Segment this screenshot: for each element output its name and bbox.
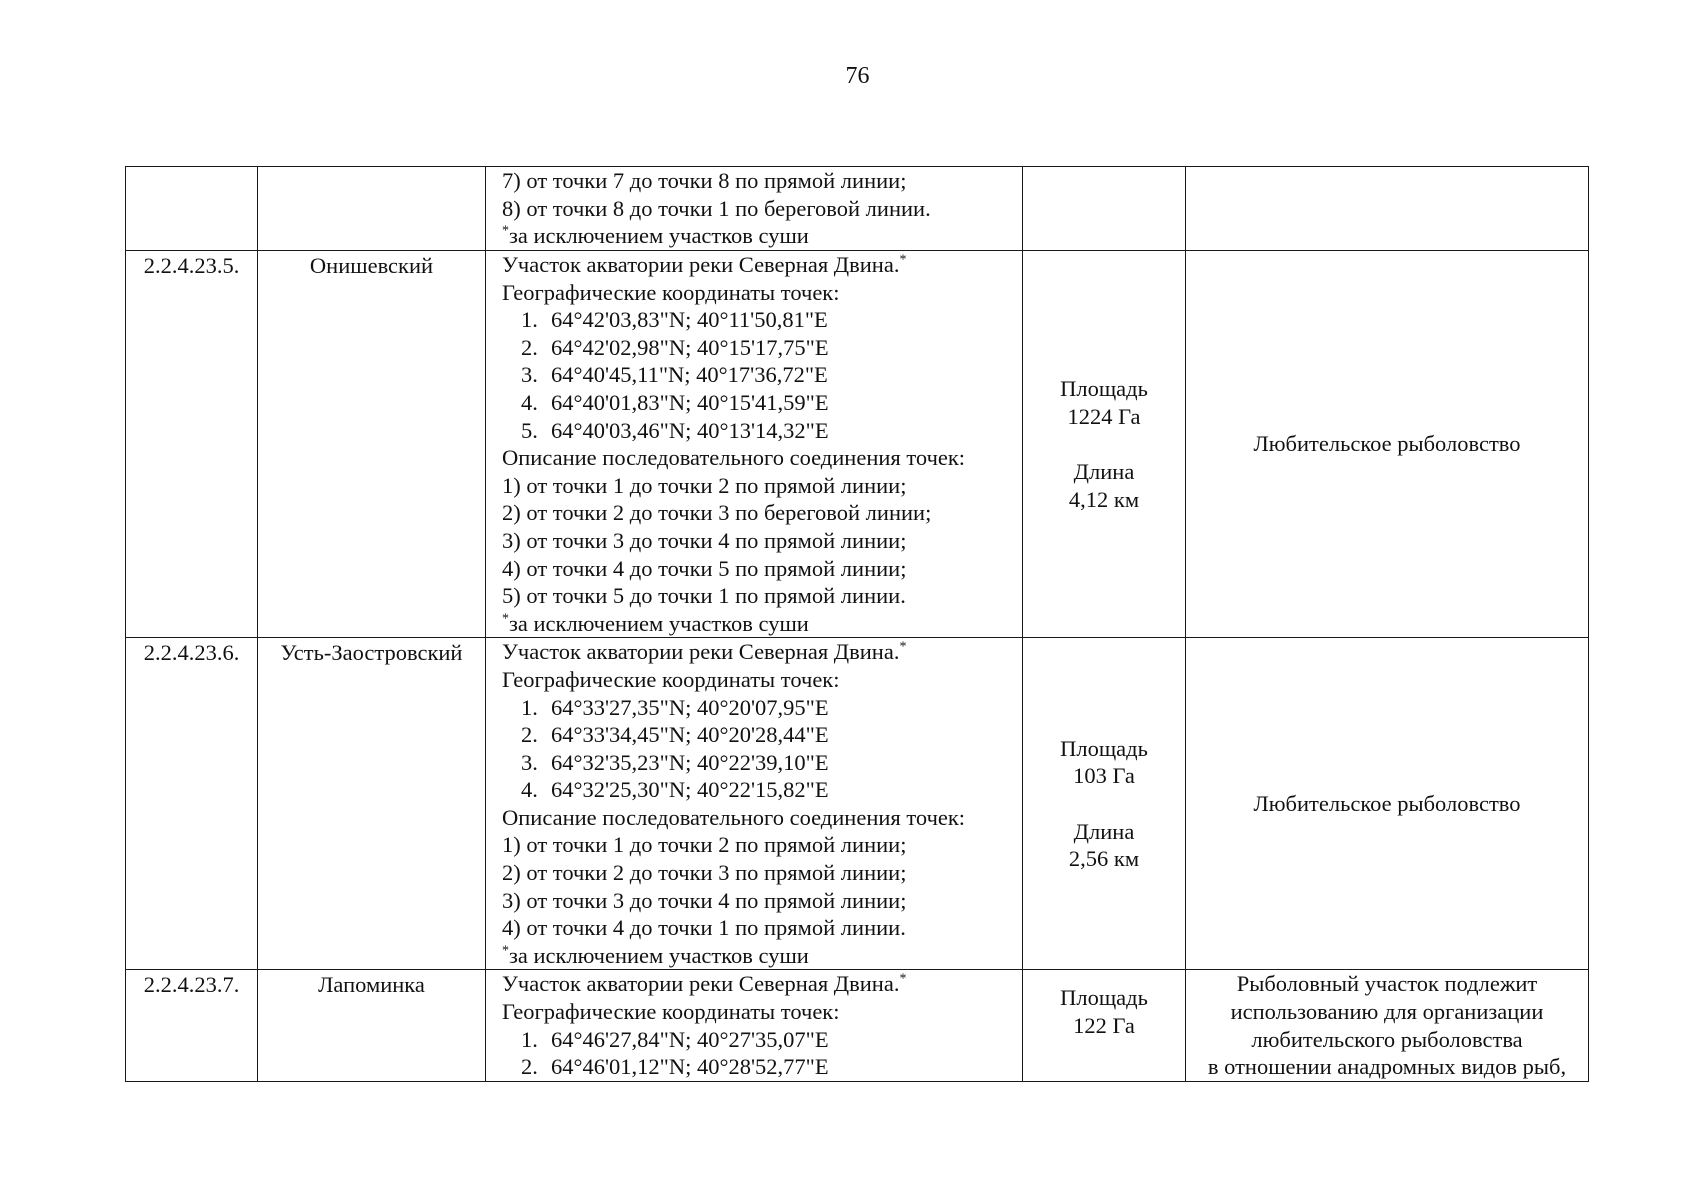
page-number: 76 xyxy=(845,63,870,89)
footnote-text: за исключением участков суши xyxy=(509,223,809,249)
coordinate-item: 5. 64°40'03,46"N; 40°13'14,32"E xyxy=(521,417,829,443)
footnote-text: за исключением участков суши xyxy=(509,610,809,636)
footnote-mark: * xyxy=(899,639,907,655)
table-row xyxy=(126,638,1589,970)
coordinate-item: 3. 64°40'45,11"N; 40°17'36,72"E xyxy=(521,362,828,388)
coordinate-list xyxy=(502,306,1016,444)
footnote-mark: * xyxy=(502,223,509,239)
length-value: 4,12 км xyxy=(1068,486,1140,512)
connection-line: 3) от точки 3 до точки 4 по прямой линии; xyxy=(502,527,907,553)
coordinate-list xyxy=(502,694,1016,804)
intro-line: Участок акватории реки Северная Двина.* xyxy=(502,971,907,997)
connection-line: 2) от точки 2 до точки 3 по прямой линии; xyxy=(502,860,907,886)
length-label: Длина xyxy=(1073,458,1135,484)
footnote-text: за исключением участков суши xyxy=(509,942,809,968)
area-value: 1224 Га xyxy=(1067,403,1141,429)
coordinate-item: 2. 64°42'02,98"N; 40°15'17,75"E xyxy=(521,334,829,360)
connection-line: 7) от точки 7 до точки 8 по прямой линии; xyxy=(502,168,907,193)
table-row-continuation xyxy=(126,167,1589,251)
area-code: 2.2.4.23.7. xyxy=(126,970,258,1081)
footnote-mark: * xyxy=(502,611,509,627)
coordinate-item: 1. 64°42'03,83"N; 40°11'50,81"E xyxy=(521,307,828,333)
area-label: Площадь xyxy=(1060,376,1148,402)
footnote xyxy=(502,610,1016,638)
area-label: Площадь xyxy=(1060,735,1148,761)
length-value: 2,56 км xyxy=(1068,846,1140,872)
size-cell xyxy=(1023,251,1186,638)
area-name: Лапоминка xyxy=(258,970,486,1081)
intro-line: Участок акватории реки Северная Двина.* xyxy=(502,252,907,277)
intro-line: Участок акватории реки Северная Двина.* xyxy=(502,639,907,665)
area-name: Онишевский xyxy=(258,251,486,638)
description-cell xyxy=(486,167,1023,251)
size-cell xyxy=(1023,638,1186,970)
size-cell xyxy=(1023,167,1186,251)
description-cell xyxy=(486,638,1023,970)
connections-label: Описание последовательного соединения точек: xyxy=(502,445,966,471)
footnote xyxy=(502,942,1016,970)
use-line: в отношении анадромных видов рыб, xyxy=(1207,1054,1567,1080)
use-line: Рыболовный участок подлежит xyxy=(1236,971,1538,997)
use-line: использованию для организации xyxy=(1230,999,1544,1025)
area-value: 103 Га xyxy=(1073,763,1135,789)
connection-line: 2) от точки 2 до точки 3 по береговой линии; xyxy=(502,500,932,526)
description-cell xyxy=(486,251,1023,638)
coords-label: Географические координаты точек: xyxy=(502,999,840,1025)
area-code: 2.2.4.23.6. xyxy=(126,638,258,970)
length-label: Длина xyxy=(1073,818,1135,844)
footnote-mark: * xyxy=(899,252,907,268)
connection-line: 1) от точки 1 до точки 2 по прямой линии; xyxy=(502,472,907,498)
coordinate-list xyxy=(502,1026,1016,1081)
size-cell xyxy=(1023,970,1186,1081)
coordinate-item: 2. 64°46'01,12"N; 40°28'52,77"E xyxy=(521,1054,829,1080)
coordinate-item: 4. 64°32'25,30"N; 40°22'15,82"E xyxy=(521,777,829,803)
area-name: Усть-Заостровский xyxy=(258,638,486,970)
area-code: 2.2.4.23.5. xyxy=(126,251,258,638)
use-type xyxy=(1186,970,1589,1081)
coordinate-item: 2. 64°33'34,45"N; 40°20'28,44"E xyxy=(521,722,829,748)
connection-line: 4) от точки 4 до точки 5 по прямой линии; xyxy=(502,555,907,581)
connection-line: 4) от точки 4 до точки 1 по прямой линии. xyxy=(502,915,906,941)
fishing-areas-table xyxy=(125,166,1589,1082)
name-cell xyxy=(258,167,486,251)
coordinate-item: 4. 64°40'01,83"N; 40°15'41,59"E xyxy=(521,389,829,415)
connection-line: 8) от точки 8 до точки 1 по береговой линии. xyxy=(502,195,931,221)
use-line: любительского рыболовства xyxy=(1251,1026,1523,1052)
table-row xyxy=(126,970,1589,1081)
coordinate-item: 1. 64°46'27,84"N; 40°27'35,07"E xyxy=(521,1026,829,1052)
coords-label: Географические координаты точек: xyxy=(502,279,840,305)
table-row xyxy=(126,251,1589,638)
footnote-mark: * xyxy=(502,943,509,959)
use-type: Любительское рыболовство xyxy=(1186,251,1589,638)
description-cell xyxy=(486,970,1023,1081)
use-type: Любительское рыболовство xyxy=(1186,638,1589,970)
code-cell xyxy=(126,167,258,251)
use-cell xyxy=(1186,167,1589,251)
coordinate-item: 3. 64°32'35,23"N; 40°22'39,10"E xyxy=(521,749,829,775)
connections-label: Описание последовательного соединения точек: xyxy=(502,804,966,830)
coordinate-item: 1. 64°33'27,35"N; 40°20'07,95"E xyxy=(521,694,829,720)
footnote-mark: * xyxy=(899,971,907,987)
area-value: 122 Га xyxy=(1073,1013,1135,1039)
connection-line: 3) от точки 3 до точки 4 по прямой линии; xyxy=(502,887,907,913)
connection-line: 1) от точки 1 до точки 2 по прямой линии; xyxy=(502,832,907,858)
coords-label: Географические координаты точек: xyxy=(502,666,840,692)
connection-line: 5) от точки 5 до точки 1 по прямой линии. xyxy=(502,583,906,609)
footnote xyxy=(502,222,1016,250)
area-label: Площадь xyxy=(1060,985,1148,1011)
